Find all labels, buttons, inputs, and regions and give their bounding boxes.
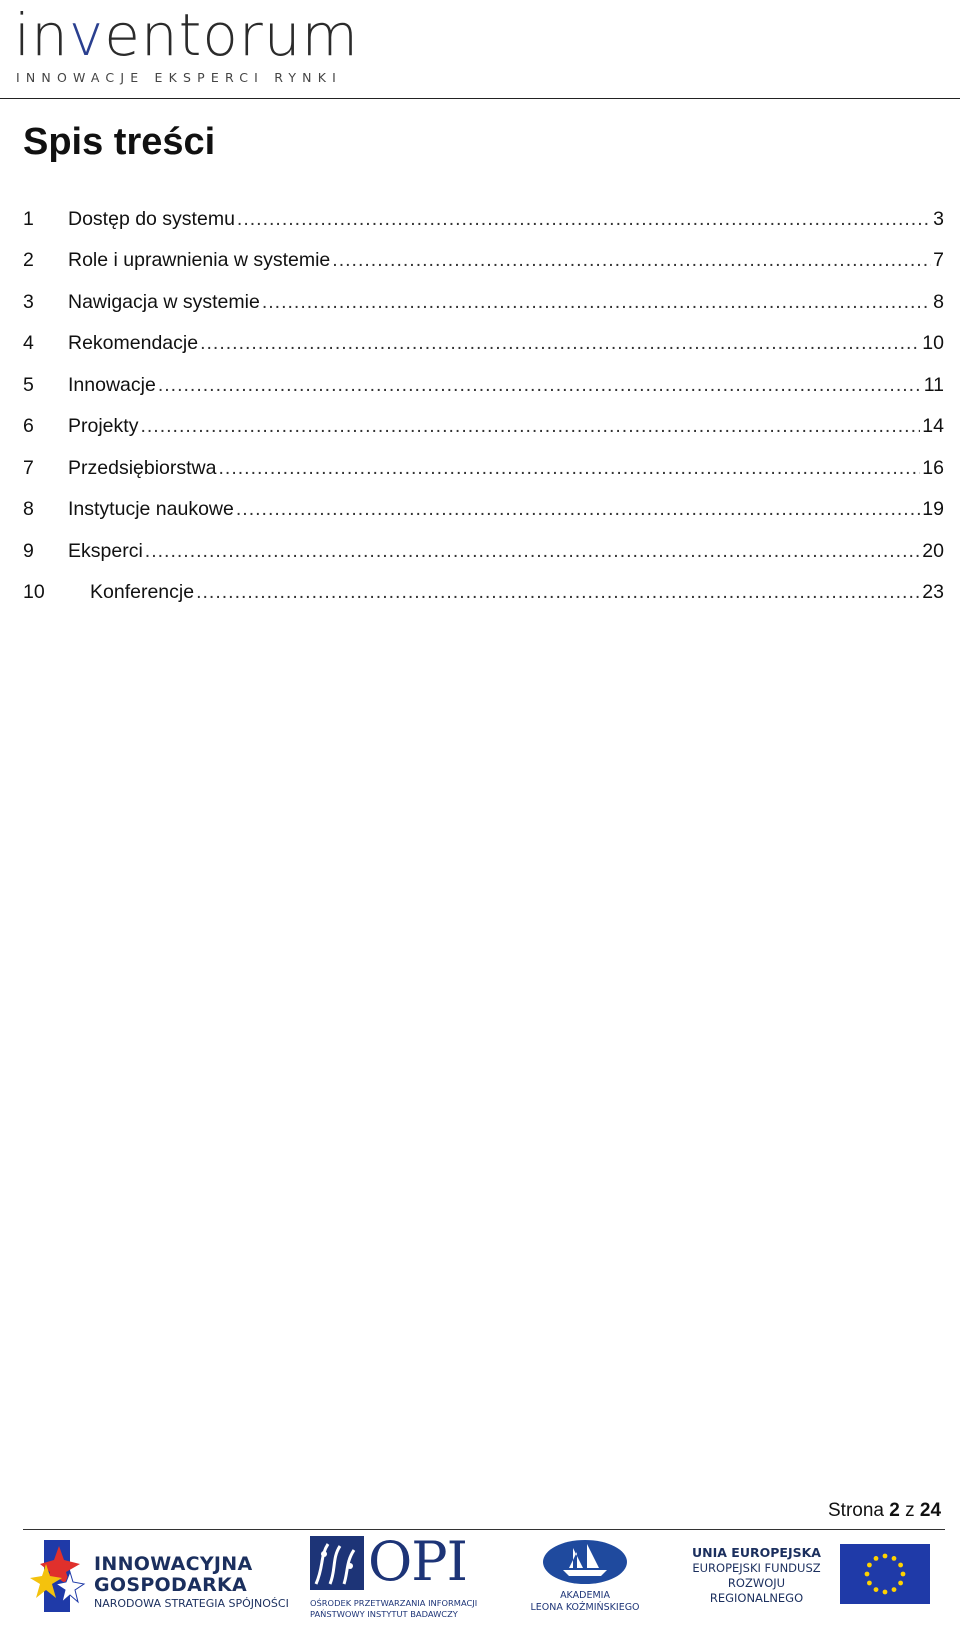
toc-entry-title[interactable]: Innowacje: [68, 373, 156, 396]
page-number-current: 2: [889, 1500, 900, 1521]
toc-entry-title[interactable]: Konferencje: [90, 581, 195, 604]
toc-entry-page[interactable]: 7: [933, 249, 944, 272]
innowacyjna-text: [94, 1554, 289, 1612]
toc-entry-number: 4: [23, 332, 34, 355]
toc-entry[interactable]: [23, 572, 944, 614]
toc-entry[interactable]: [23, 323, 944, 365]
toc-entry[interactable]: [23, 489, 944, 531]
toc-entry-number: 3: [23, 290, 34, 313]
opi-subtitle-line1: OŚRODEK PRZETWARZANIA INFORMACJI: [310, 1598, 478, 1608]
akademia-text: [530, 1590, 640, 1614]
innowacyjna-line1: INNOWACYJNA: [94, 1553, 253, 1575]
toc-entry-number: 2: [23, 249, 34, 272]
toc-leader-dots: [145, 538, 921, 564]
akademia-line2: LEONA KOŹMIŃSKIEGO: [530, 1602, 640, 1613]
page-number-total: 24: [919, 1500, 942, 1521]
toc-entry-page[interactable]: 8: [933, 290, 944, 313]
toc-entry-number: 8: [23, 498, 34, 521]
opi-emblem-icon: [310, 1536, 364, 1594]
toc-entry-page[interactable]: 11: [923, 373, 944, 396]
akademia-logo: [530, 1538, 640, 1623]
toc-entry[interactable]: [23, 406, 944, 448]
page-number: [828, 1500, 941, 1522]
toc-entry[interactable]: [23, 364, 944, 406]
opi-subtitle: [310, 1598, 477, 1620]
toc-entry-page[interactable]: 10: [922, 332, 944, 355]
page-header: [0, 0, 960, 100]
toc-leader-dots: [262, 289, 931, 315]
toc-entry[interactable]: [23, 447, 944, 489]
toc-leader-dots: [140, 413, 920, 439]
toc-entry-number: 1: [23, 207, 34, 230]
toc-entry-page[interactable]: 3: [933, 207, 944, 230]
logo-tagline: INNOWACJE EKSPERCI RYNKI: [16, 70, 342, 85]
toc-leader-dots: [236, 496, 920, 522]
opi-wordmark: OPI: [368, 1530, 467, 1593]
header-divider: [0, 98, 960, 99]
inventorum-logo: [14, 1, 359, 85]
toc-entry-title[interactable]: Instytucje naukowe: [68, 498, 234, 521]
logo-wordmark: inventorum: [14, 1, 359, 69]
toc-title: Spis treści: [23, 121, 216, 163]
toc-entry[interactable]: [23, 198, 944, 240]
akademia-line1: AKADEMIA: [560, 1590, 610, 1601]
eu-text: [684, 1544, 829, 1606]
toc-entry-number: 5: [23, 373, 34, 396]
toc-entry-page[interactable]: 14: [922, 415, 944, 438]
eu-line2: EUROPEJSKI FUNDUSZ: [692, 1561, 821, 1575]
innowacyjna-star-icon: [26, 1538, 86, 1618]
toc-entry-title[interactable]: Rekomendacje: [68, 332, 199, 355]
toc-entry-title[interactable]: Przedsiębiorstwa: [68, 456, 217, 479]
toc-leader-dots: [332, 247, 931, 273]
toc-entry-number: 10: [23, 581, 45, 604]
toc-entry[interactable]: [23, 240, 944, 282]
toc-entry-number: 6: [23, 415, 34, 438]
toc-entry-page[interactable]: 19: [922, 498, 944, 521]
toc-entry-title[interactable]: Eksperci: [68, 539, 143, 562]
sponsor-logos: [0, 1530, 960, 1635]
toc-entry[interactable]: [23, 530, 944, 572]
toc-entry-page[interactable]: 23: [922, 581, 944, 604]
eu-line3: ROZWOJU REGIONALNEGO: [709, 1576, 804, 1605]
toc-leader-dots: [158, 372, 922, 398]
toc-leader-dots: [200, 330, 920, 356]
opi-subtitle-line2: PAŃSTWOWY INSTYTUT BADAWCZY: [310, 1609, 458, 1619]
toc-entry-title[interactable]: Dostęp do systemu: [68, 207, 235, 230]
opi-logo: [310, 1530, 478, 1626]
eu-flag-icon: [840, 1544, 930, 1604]
innowacyjna-gospodarka-logo: [26, 1538, 289, 1623]
toc-entry-title[interactable]: Projekty: [68, 415, 139, 438]
toc-entry-number: 7: [23, 456, 34, 479]
toc-leader-dots: [237, 206, 931, 232]
page-number-separator: z: [905, 1500, 915, 1521]
toc-entry-title[interactable]: Nawigacja w systemie: [68, 290, 260, 313]
table-of-contents: [23, 198, 944, 613]
eu-line1: UNIA EUROPEJSKA: [692, 1545, 821, 1560]
toc-leader-dots: [218, 455, 920, 481]
ship-icon: [543, 1538, 627, 1586]
innowacyjna-line2: GOSPODARKA: [94, 1574, 248, 1596]
eu-logo: [684, 1544, 934, 1624]
page-number-prefix: Strona: [828, 1500, 884, 1521]
toc-entry-page[interactable]: 16: [922, 456, 944, 479]
footer-divider: [23, 1529, 945, 1530]
toc-entry[interactable]: [23, 281, 944, 323]
innowacyjna-line3: NARODOWA STRATEGIA SPÓJNOŚCI: [94, 1597, 289, 1610]
toc-entry-number: 9: [23, 539, 34, 562]
toc-entry-title[interactable]: Role i uprawnienia w systemie: [68, 249, 331, 272]
toc-leader-dots: [196, 579, 920, 605]
toc-entry-page[interactable]: 20: [922, 539, 944, 562]
